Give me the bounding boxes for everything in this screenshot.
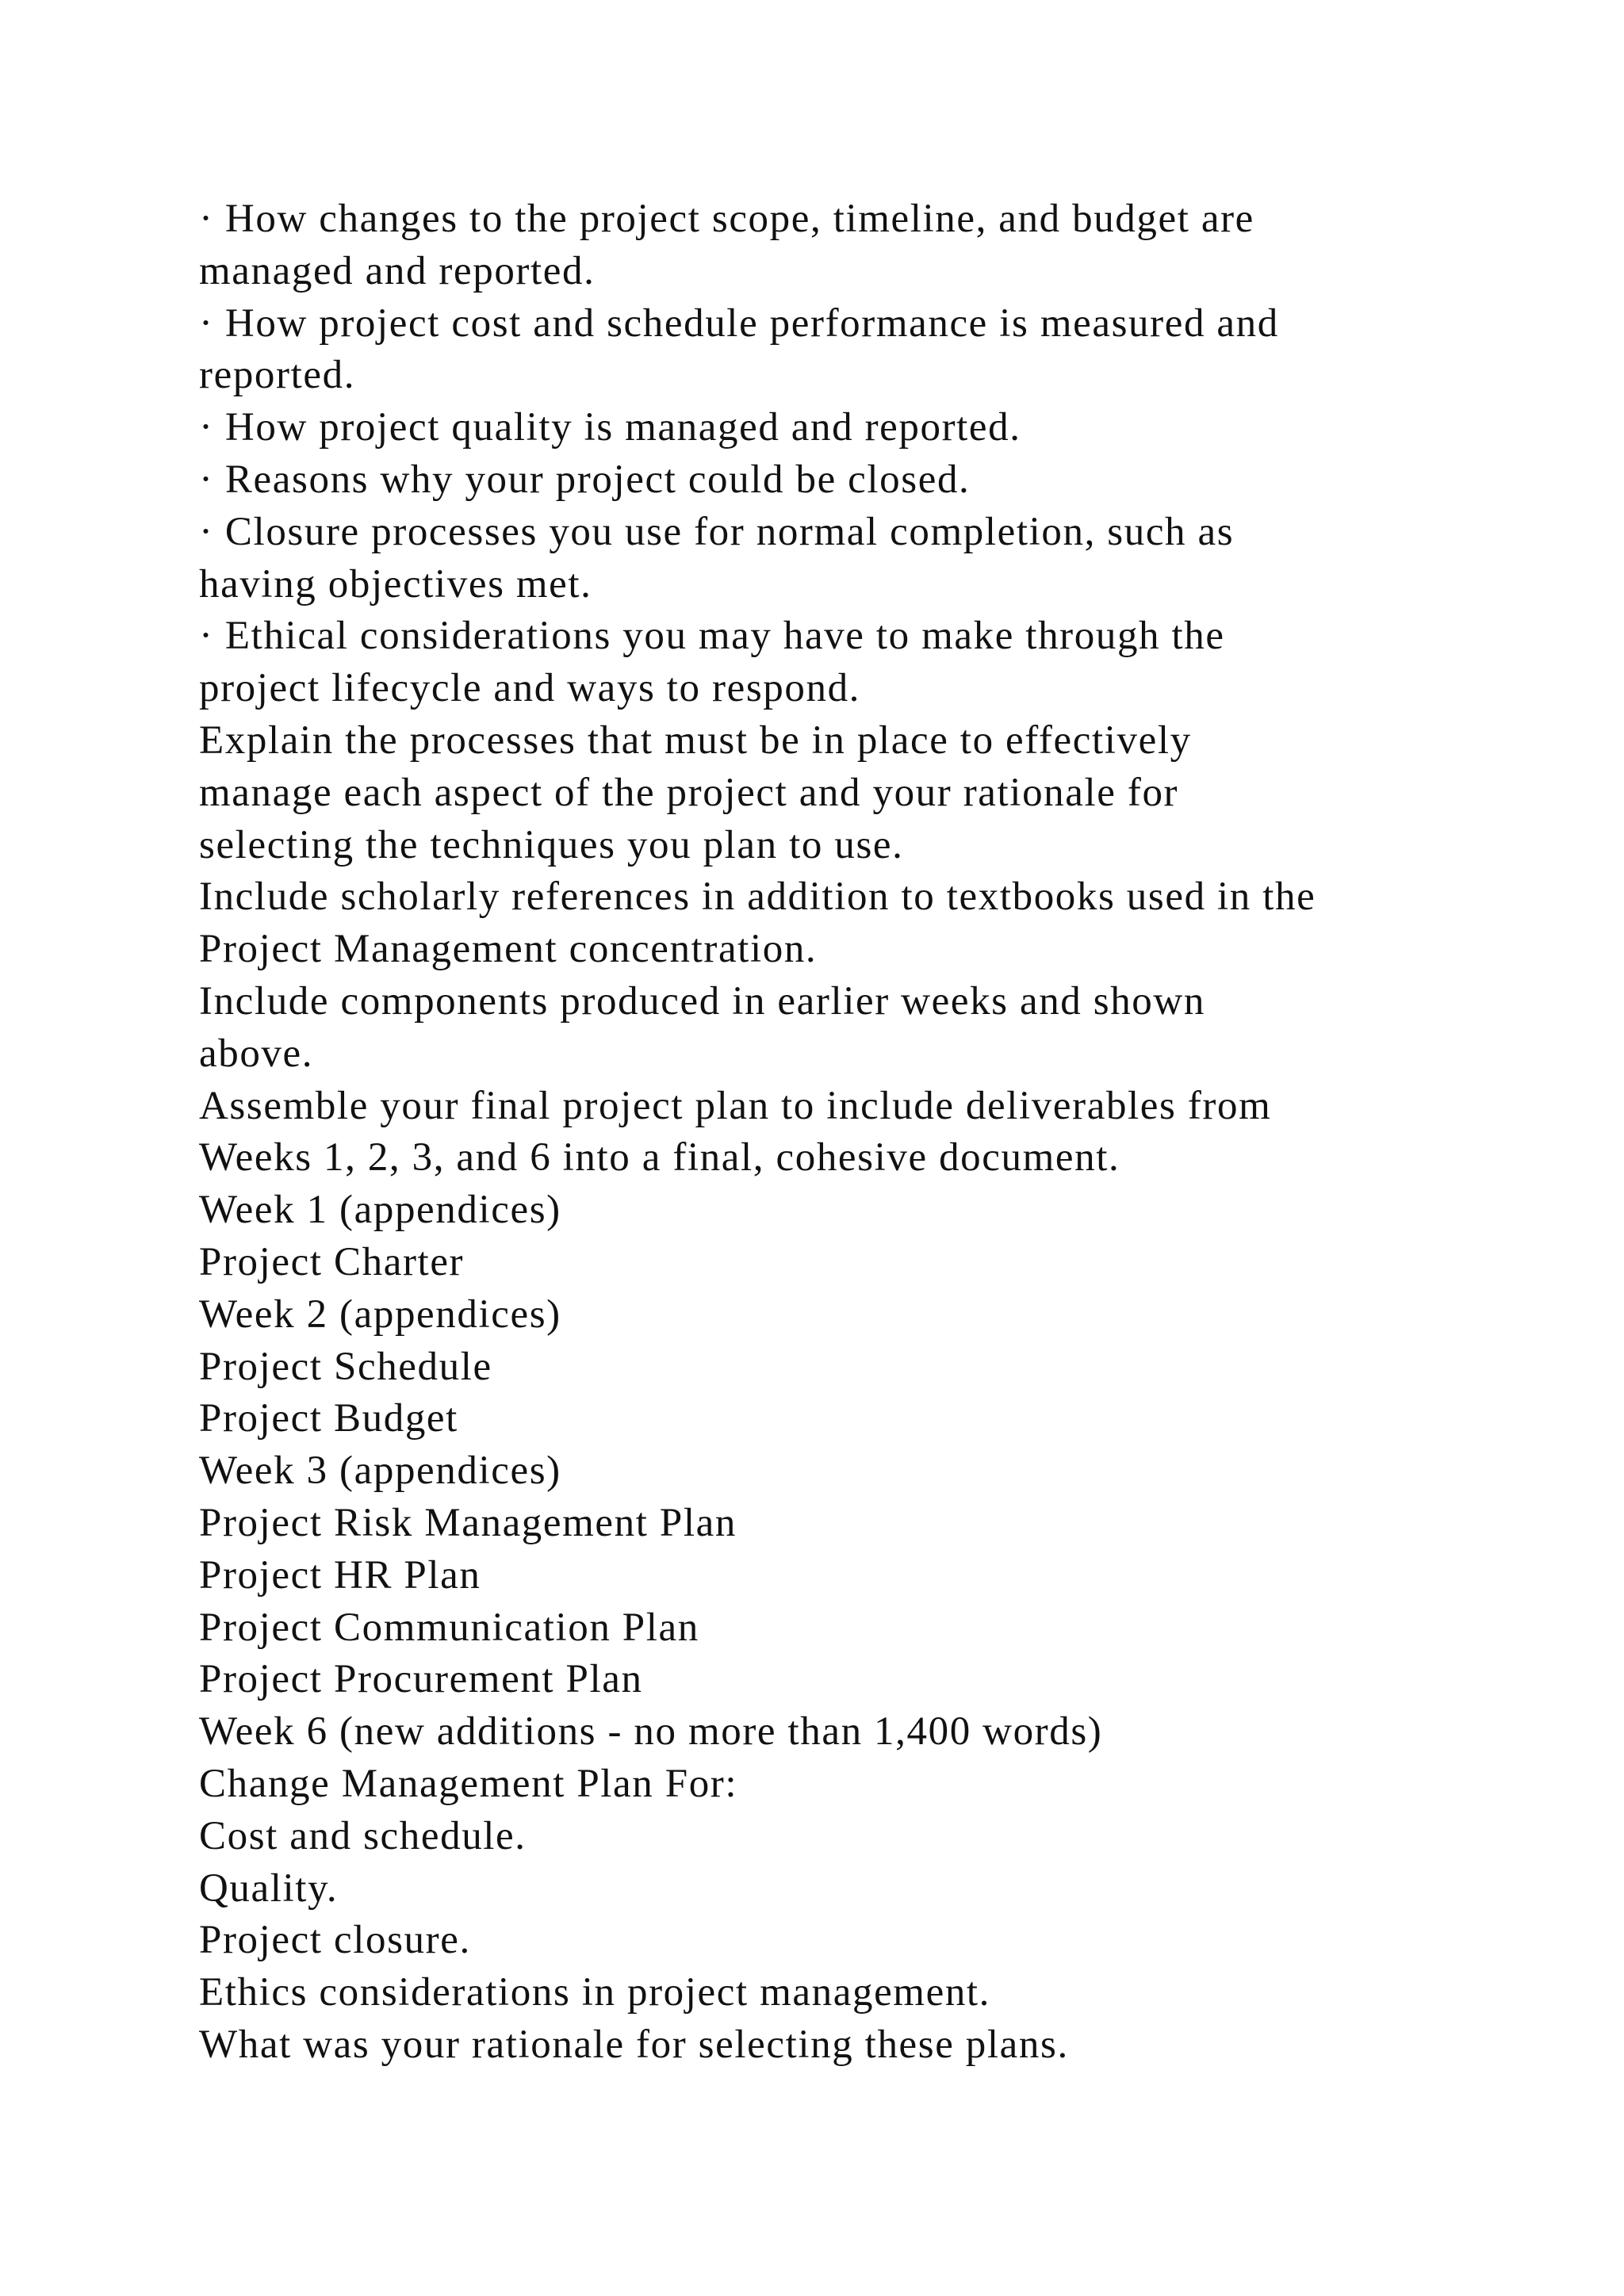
text-line: Weeks 1, 2, 3, and 6 into a final, cohesive document. bbox=[199, 1135, 1120, 1181]
text-line: · How project cost and schedule performance is measured and bbox=[199, 300, 1279, 346]
text-line: Week 1 (appendices) bbox=[199, 1188, 561, 1233]
text-line: selecting the techniques you plan to use. bbox=[199, 822, 904, 867]
text-line: manage each aspect of the project and your rationale for bbox=[199, 770, 1179, 815]
text-line: Project Communication Plan bbox=[199, 1605, 699, 1650]
text-line: Project Procurement Plan bbox=[199, 1657, 643, 1702]
text-line: having objectives met. bbox=[199, 561, 592, 607]
text-line: What was your rationale for selecting these plans. bbox=[199, 2022, 1069, 2067]
text-line: Cost and schedule. bbox=[199, 1813, 527, 1858]
document-body bbox=[199, 193, 1547, 2072]
text-line: above. bbox=[199, 1031, 314, 1076]
text-line: · Closure processes you use for normal completion, such as bbox=[199, 509, 1235, 554]
text-line: reported. bbox=[199, 353, 356, 398]
text-line: · Ethical considerations you may have to make through the bbox=[199, 614, 1225, 659]
text-line: · Reasons why your project could be closed. bbox=[199, 457, 971, 502]
text-line: Week 2 (appendices) bbox=[199, 1292, 561, 1337]
text-line: Project Management concentration. bbox=[199, 927, 818, 972]
text-line: Ethics considerations in project management. bbox=[199, 1970, 991, 2015]
text-line: Change Management Plan For: bbox=[199, 1761, 738, 1806]
text-line: Week 3 (appendices) bbox=[199, 1448, 561, 1494]
text-line: Explain the processes that must be in place to effectively bbox=[199, 718, 1192, 763]
text-line: managed and reported. bbox=[199, 248, 596, 293]
text-line: Project HR Plan bbox=[199, 1552, 481, 1598]
text-line: · How project quality is managed and reported. bbox=[199, 405, 1021, 450]
text-line: Project Schedule bbox=[199, 1344, 492, 1389]
text-line: Assemble your final project plan to include deliverables from bbox=[199, 1083, 1272, 1128]
text-line: Week 6 (new additions - no more than 1,400 words) bbox=[199, 1709, 1103, 1755]
text-line: Project closure. bbox=[199, 1918, 471, 1963]
text-line: Include scholarly references in addition to textbooks used in the bbox=[199, 874, 1316, 920]
text-line: Project Risk Management Plan bbox=[199, 1500, 737, 1545]
text-line: Project Charter bbox=[199, 1239, 465, 1284]
text-line: · How changes to the project scope, timeline, and budget are bbox=[199, 197, 1254, 241]
text-line: Include components produced in earlier weeks and shown bbox=[199, 978, 1205, 1024]
text-line: Project Budget bbox=[199, 1396, 458, 1441]
text-line: project lifecycle and ways to respond. bbox=[199, 666, 861, 711]
text-line: Quality. bbox=[199, 1866, 339, 1911]
